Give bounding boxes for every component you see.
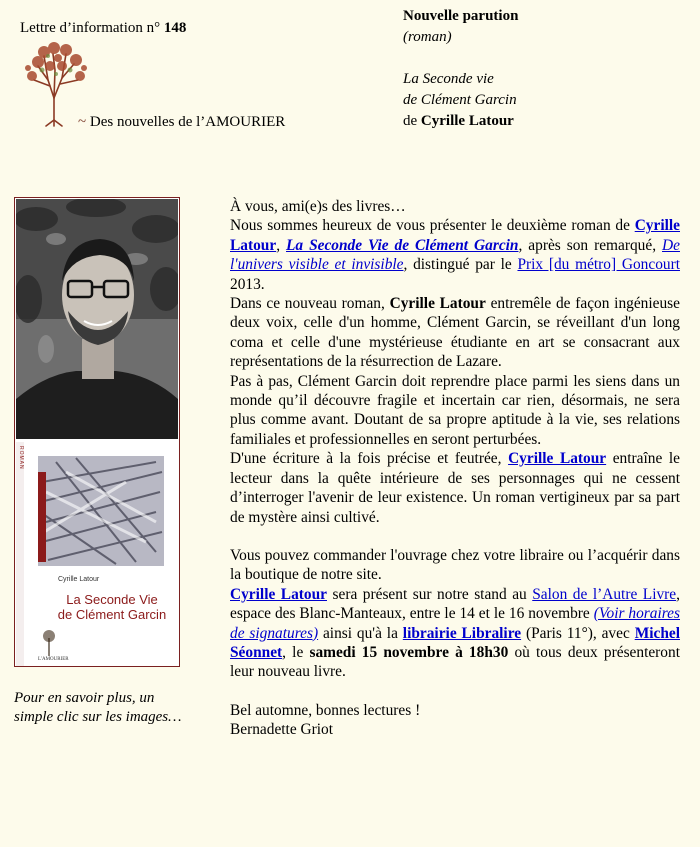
comma: , [276, 236, 281, 254]
story-paragraph: Pas à pas, Clément Garcin doit reprendre place parmi les siens dans un monde qu’il découvre fragile et incertain car rien, désormais, ne sera plus comme avant. Doutant de sa propre aptitude à la vie, ses relations familiales et professionnelles en seront perturbées. [230, 372, 680, 448]
salon-link[interactable]: Salon de l’Autre Livre [532, 585, 677, 603]
novel-paragraph [230, 294, 680, 372]
cover-artwork [16, 442, 178, 666]
new-release-title: Nouvelle parution [403, 8, 519, 24]
author-link-3-text: Cyrille Latour [230, 585, 327, 603]
order-paragraph: Vous pouvez commander l'ouvrage chez votre libraire ou l’acquérir dans la boutique de notre site. [230, 546, 680, 584]
event-text-a: sera présent sur notre stand au [332, 585, 527, 603]
greeting: À vous, ami(e)s des livres… [230, 198, 406, 215]
michel-seonnet-link-text: Michel Séonnet [230, 624, 680, 661]
images-panel [14, 197, 180, 667]
cover-title-line2: de Clément Garcin [57, 607, 167, 622]
image-caption: Pour en savoir plus, un simple clic sur les images… [14, 690, 182, 725]
author-link-2-text: Cyrille Latour [508, 450, 607, 468]
newsletter-label: Lettre d’information n° [20, 20, 161, 36]
book-link[interactable] [286, 237, 518, 254]
book-cover[interactable] [16, 442, 178, 666]
cover-publisher: L'AMOURIER [38, 657, 69, 662]
intro-text-c: , distingué par le [403, 256, 512, 274]
event-text-b: , espace des Blanc-Manteaux, entre le 14 et le 16 novembre [230, 585, 680, 623]
author-prefix: de [403, 113, 418, 129]
release-author: Cyrille Latour [420, 113, 514, 129]
intro-paragraph [230, 216, 680, 294]
style-text-b: entraîne le lecteur dans la quête intérieure de ses personnages qui ne cessent d’interroger l'avenir de leur existence. Un roman vertigineux par sa part de mystère ainsi cultivé. [230, 450, 680, 526]
closing-line: Bel automne, bonnes lectures ! [230, 701, 421, 719]
prize-link[interactable]: Prix [du métro] Goncourt [517, 256, 680, 274]
librairie-link-text: librairie Libralire [402, 624, 522, 642]
author-link-text: Cyrille Latour [230, 217, 680, 254]
newsletter-body [230, 197, 680, 740]
author-link-3[interactable] [230, 586, 327, 603]
cover-title [56, 592, 168, 622]
cover-spine-label: ROMAN [18, 446, 24, 470]
signature: Bernadette Griot [230, 721, 333, 739]
novel-text-a: Dans ce nouveau roman, [230, 295, 385, 313]
style-paragraph [230, 449, 680, 527]
nouvelles-line [78, 114, 285, 131]
event-paragraph [230, 585, 680, 682]
nouvelles-text: Des nouvelles de l’AMOURIER [89, 114, 286, 130]
book-link-text: La Seconde Vie de Clément Garcin [286, 236, 519, 254]
signing-times-link-text: (Voir horaires de signatures) [230, 605, 680, 642]
genre-label: (roman) [403, 29, 452, 45]
new-release-block [403, 6, 518, 132]
book-title-line1: La Seconde vie [403, 71, 494, 87]
newsletter-number-line [20, 20, 186, 37]
book-title-line2: de Clément Garcin [403, 92, 517, 108]
novel-text-b: entremêle de façon ingénieuse deux voix, celle d'un homme, Clément Garcin, se réveillant d'un long coma et celle d'une mystérieuse étudiante en art se consacrant aux représentations de la résurrection de Lazare. [230, 295, 680, 371]
event-text-c: ainsi qu'à la [318, 624, 398, 642]
event-text-d: (Paris 11°), avec [525, 624, 630, 642]
previous-book-link-text: De l'univers visible et invisible [230, 236, 680, 274]
author-link-2[interactable] [508, 450, 606, 467]
intro-text-a: Nous sommes heureux de vous présenter le deuxième roman de [230, 217, 630, 235]
cover-title-line1: La Seconde Vie [66, 592, 158, 607]
librairie-link[interactable] [403, 625, 521, 642]
cover-author: Cyrille Latour [58, 576, 100, 583]
event-text-f: où tous deux présenteront leur nouveau livre. [230, 643, 680, 681]
newsletter-number: 148 [163, 20, 187, 36]
tilde-ornament: ~ [78, 114, 87, 130]
intro-text-d: 2013. [230, 275, 265, 293]
event-date: samedi 15 novembre à 18h30 [309, 643, 509, 661]
intro-text-b: , après son remarqué, [518, 236, 657, 254]
event-text-e: , le [282, 643, 304, 661]
style-text-a: D'une écriture à la fois précise et feutrée, [230, 450, 502, 468]
author-photo[interactable] [16, 199, 178, 439]
novel-author-bold: Cyrille Latour [389, 295, 486, 313]
